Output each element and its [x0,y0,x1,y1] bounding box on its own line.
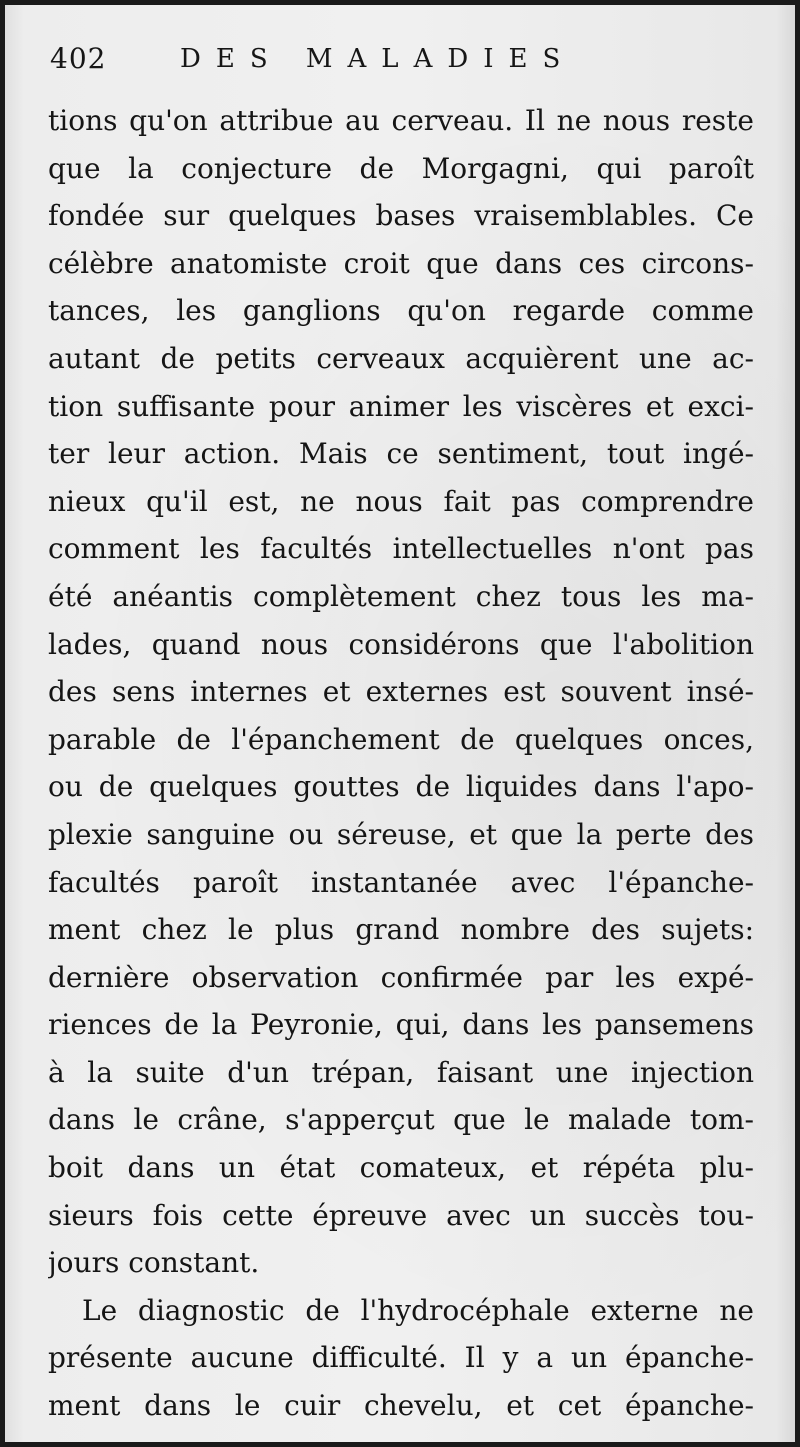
text-line: ou de quelques gouttes de liquides dans l'apo- [48,770,754,804]
text-line: Le diagnostic de l'hydrocéphale externe ne [82,1293,754,1327]
text-line: nieux qu'il est, ne nous fait pas comprendre [48,484,754,518]
text-line: présente aucune difficulté. Il y a un épanche- [48,1341,754,1375]
text-line: tions qu'on attribue au cerveau. Il ne nous reste [48,104,754,137]
text-line: ter leur action. Mais ce sentiment, tout ingé- [48,437,754,471]
text-line: célèbre anatomiste croit que dans ces circons- [48,246,754,280]
text-line: facultés paroît instantanée avec l'épanche- [48,865,754,899]
text-line: été anéantis complètement chez tous les ma- [48,579,754,613]
text-line: plexie sanguine ou séreuse, et que la perte des [48,817,754,851]
text-line: comment les facultés intellectuelles n'ont pas [48,532,754,566]
text-line: des sens internes et externes est souvent insé- [48,675,754,709]
text-line: jours constant. [48,1246,260,1280]
text-line: parable de l'épanchement de quelques onces, [48,722,754,756]
text-line: dans le crâne, s'apperçut que le malade tom- [48,1103,754,1137]
text-line: tion suffisante pour animer les viscères et exci- [48,389,754,423]
running-head: DES MALADIES [180,44,576,74]
body-text [48,97,754,1430]
text-line: boit dans un état comateux, et répéta plu- [48,1151,754,1185]
text-line: riences de la Peyronie, qui, dans les pansemens [48,1008,754,1042]
text-line: ment dans le cuir chevelu, et cet épanche- [48,1389,754,1423]
text-line: que la conjecture de Morgagni, qui paroît [48,151,754,185]
page-header [50,38,750,84]
page-number: 402 [50,42,107,75]
text-line: dernière observation confirmée par les expé- [48,960,754,994]
text-line: sieurs fois cette épreuve avec un succès tou- [48,1198,754,1232]
text-line: ment chez le plus grand nombre des sujets: [48,913,754,947]
text-line: lades, quand nous considérons que l'abolition [48,627,754,661]
text-line: à la suite d'un trépan, faisant une injection [48,1055,754,1089]
text-line: tances, les ganglions qu'on regarde comme [48,294,754,328]
text-line: fondée sur quelques bases vraisemblables. Ce [48,199,754,233]
text-line: autant de petits cerveaux acquièrent une ac- [48,341,754,375]
